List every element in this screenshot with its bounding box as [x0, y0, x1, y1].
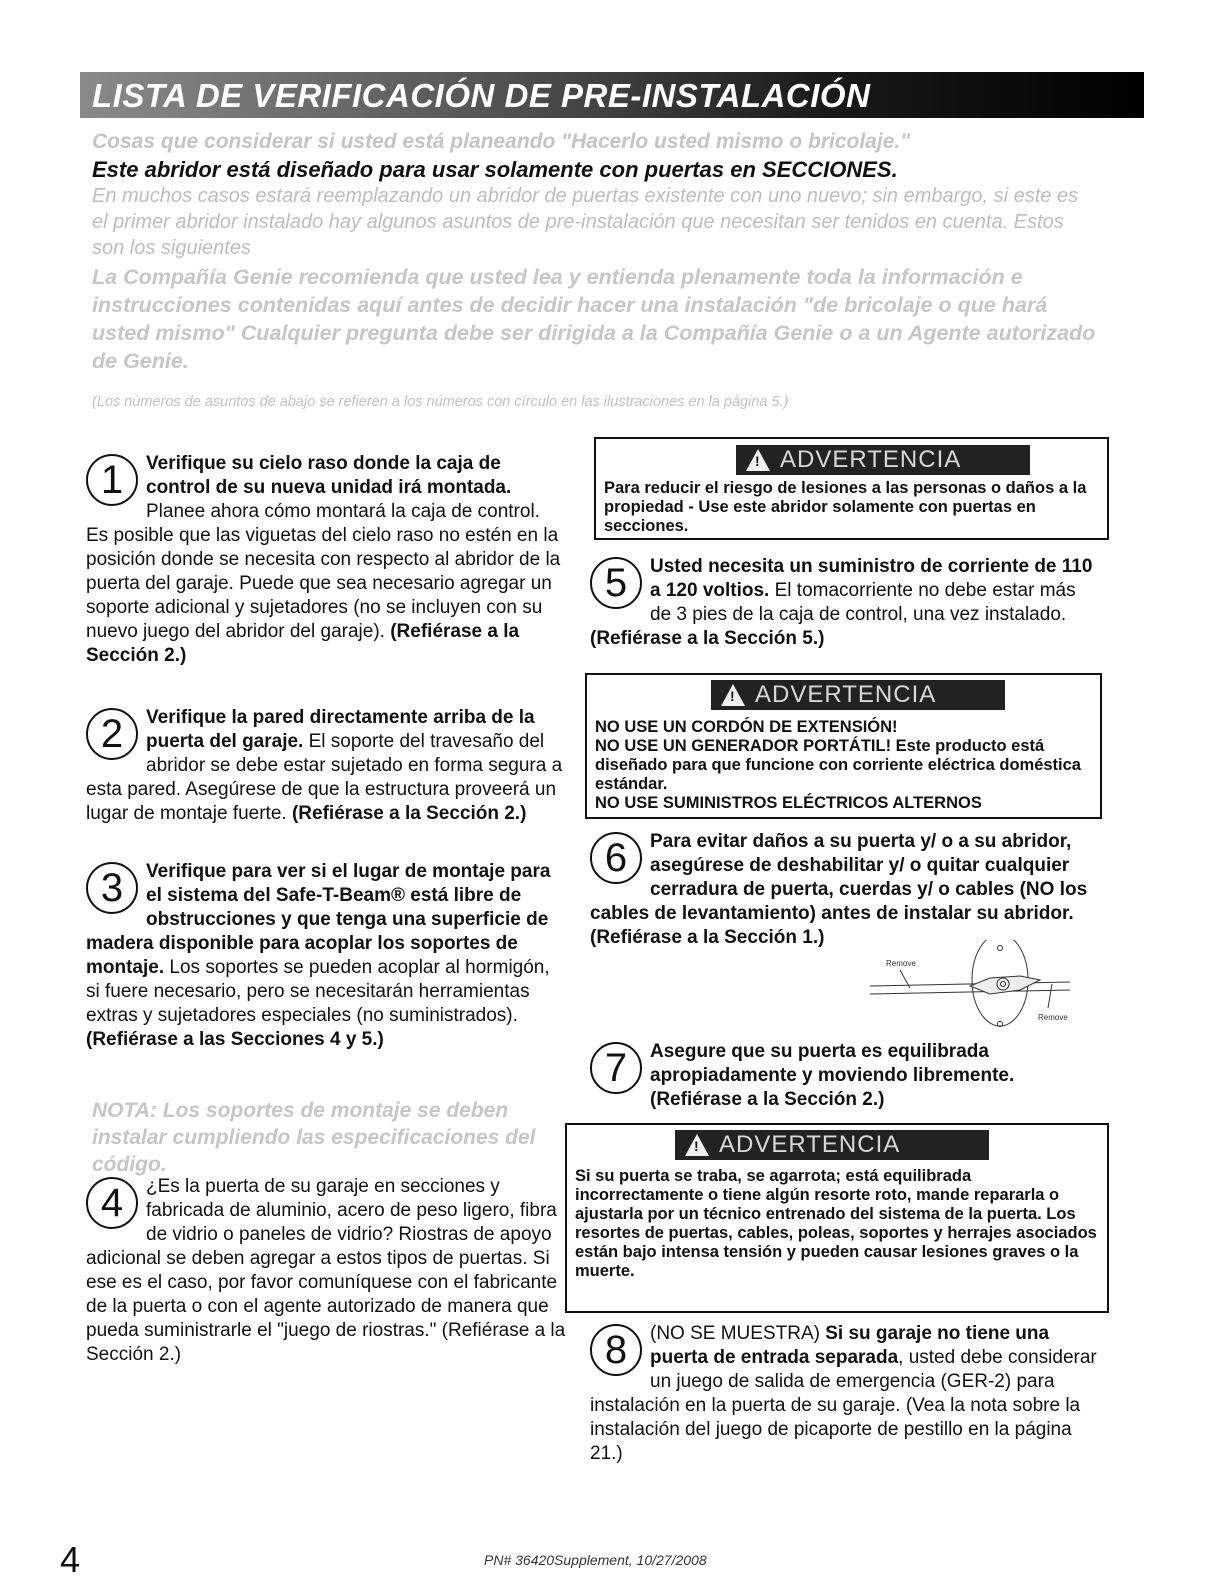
- number-circle: 3: [86, 862, 138, 914]
- item-text: Los soportes se pueden acoplar al hormigón, si fuere necesario, pero se necesitarán herramientas extras y sujetadores especiales (no suministrados).: [86, 957, 550, 1026]
- checklist-item-1: [86, 452, 566, 668]
- item-text: Planee ahora cómo montará la caja de control. Es posible que las viguetas del cielo raso no estén en la posición donde se necesita con respecto al abridor de la puerta del garaje. Puede que sea necesario agregar un soporte adicional y sujetadores (no se incluyen con su nuevo juego del abridor del garaje).: [86, 501, 561, 642]
- number-circle: 7: [590, 1042, 642, 1094]
- item-prefix: (NO SE MUESTRA): [650, 1323, 826, 1344]
- checklist-item-5: [590, 555, 1100, 651]
- diagram-label-remove-left: Remove: [886, 959, 916, 968]
- intro-note: (Los números de asuntos de abajo se refieren a los números con círculo en las ilustraciones en la página 5.): [92, 394, 789, 410]
- warning-triangle-icon: !: [746, 449, 770, 471]
- warning-line: NO USE SUMINISTROS ELÉCTRICOS ALTERNOS: [595, 794, 982, 812]
- item-reference: (Refiérase a la Sección 1.): [590, 927, 825, 948]
- number-circle: 6: [590, 832, 642, 884]
- lock-removal-diagram: [870, 940, 1070, 1032]
- checklist-item-3: [86, 860, 566, 1052]
- intro-subtitle: Cosas que considerar si usted está planeando "Hacerlo usted mismo o bricolaje.": [92, 130, 911, 153]
- number-circle: 2: [86, 708, 138, 760]
- warning-box-2: [585, 673, 1102, 819]
- checklist-item-4: [86, 1175, 566, 1367]
- item-reference: (Refiérase a la Sección 2.): [291, 803, 527, 824]
- warning-text: Para reducir el riesgo de lesiones a las personas o daños a la propiedad - Use este abridor solamente con puertas en secciones.: [604, 479, 1087, 535]
- intro-paragraph: En muchos casos estará reemplazando un abridor de puertas existente con uno nuevo; sin embargo, si este es el primer abridor instalado hay algunos asuntos de pre-instalación que necesitan ser tenidos en cuenta. Estos son los siguientes: [92, 185, 1079, 259]
- warning-text: Si su puerta se traba, se agarrota; está equilibrada incorrectamente o tiene algún resorte roto, mande repararla o ajustarla por un técnico entrenado del sistema de la puerta. Los resortes de puertas, cables, poleas, soportes y herrajes asociados están bajo intensa tensión y pueden causar lesiones graves o la muerte.: [575, 1167, 1097, 1280]
- checklist-item-7: [590, 1040, 1100, 1112]
- warning-line: NO USE UN GENERADOR PORTÁTIL! Este producto está diseñado para que funcione con corriente eléctrica doméstica estándar.: [595, 737, 1081, 793]
- warning-title: ADVERTENCIA: [755, 681, 937, 708]
- item-reference: (Refiérase a las Secciones 4 y 5.): [86, 1029, 384, 1050]
- item-heading: Para evitar daños a su puerta y/ o a su abridor, asegúrese de deshabilitar y/ o quitar cualquier cerradura de puerta, cuerdas y/ o cables (NO los cables de levantamiento) antes de instalar su abridor.: [590, 831, 1088, 924]
- code-note: NOTA: Los soportes de montaje se deben instalar cumpliendo las especificaciones del código.: [92, 1099, 536, 1176]
- diagram-label-remove-right: Remove: [1038, 1013, 1068, 1022]
- warning-line: NO USE UN CORDÓN DE EXTENSIÓN!: [595, 718, 898, 736]
- item-text: ¿Es la puerta de su garaje en secciones y fabricada de aluminio, acero de peso ligero, fibra de vidrio o paneles de vidrio? Riostras de apoyo adicional se deben agregar a estos tipos de puertas. Si ese es el caso, por favor comuníquese con el fabricante de la puerta o con el agente autorizado de manera que pueda suministrarle el "juego de riostras." (Refiérase a la Sección 2.): [86, 1176, 566, 1365]
- warning-triangle-icon: !: [685, 1134, 709, 1156]
- intro-warning-line: Este abridor está diseñado para usar solamente con puertas en SECCIONES.: [92, 157, 898, 182]
- warning-triangle-icon: !: [721, 684, 745, 706]
- number-circle: 1: [86, 454, 138, 506]
- warning-box-3: [565, 1123, 1109, 1313]
- item-reference: (Refiérase a la Sección 5.): [590, 628, 825, 649]
- warning-title: ADVERTENCIA: [719, 1131, 901, 1158]
- item-heading: Verifique su cielo raso donde la caja de control de su nueva unidad irá montada.: [146, 453, 512, 498]
- item-text: El soporte del travesaño del abridor se debe estar sujetado en forma segura a esta pared. Asegúrese de que la estructura proveerá un lugar de montaje fuerte.: [86, 731, 563, 824]
- warning-header: [675, 1130, 989, 1160]
- warning-title: ADVERTENCIA: [780, 446, 962, 473]
- number-circle: 5: [590, 557, 642, 609]
- warning-text: [595, 718, 1100, 813]
- item-reference: (Refiérase a la Sección 2.): [86, 621, 520, 666]
- item-heading: Verifique para ver si el lugar de montaje para el sistema del Safe-T-Beam® está libre de obstrucciones y que tenga una superficie de madera disponible para acoplar los soportes de montaje.: [86, 861, 551, 978]
- number-circle: 8: [590, 1324, 642, 1376]
- item-heading: Si su garaje no tiene una puerta de entrada separada: [650, 1323, 1050, 1368]
- warning-header: [711, 680, 1005, 710]
- warning-box-1: [594, 437, 1109, 540]
- page-number: 4: [60, 1539, 81, 1580]
- number-circle: 4: [86, 1177, 138, 1229]
- warning-header: [736, 445, 1030, 475]
- item-heading: Usted necesita un suministro de corriente de 110 a 120 voltios.: [650, 556, 1093, 601]
- checklist-item-8: [590, 1322, 1100, 1466]
- item-text: El tomacorriente no debe estar más de 3 pies de la caja de control, una vez instalado.: [650, 580, 1076, 625]
- checklist-item-2: [86, 706, 566, 826]
- part-number: PN# 36420Supplement, 10/27/2008: [484, 1552, 707, 1568]
- item-heading: Verifique la pared directamente arriba de la puerta del garaje.: [146, 707, 535, 752]
- item-heading: Asegure que su puerta es equilibrada apropiadamente y moviendo libremente. (Refiérase a la Sección 2.): [650, 1041, 1015, 1110]
- page-title: LISTA DE VERIFICACIÓN DE PRE-INSTALACIÓN: [92, 77, 871, 114]
- item-text: , usted debe considerar un juego de salida de emergencia (GER-2) para instalación en la puerta de su garaje. (Vea la nota sobre la instalación del juego de picaporte de pestillo en la página 21.): [590, 1347, 1097, 1464]
- intro-recommendation: La Compañía Genie recomienda que usted lea y entienda plenamente toda la información e instrucciones contenidas aquí antes de decidir hacer una instalación "de bricolaje o que hará usted mismo" Cualquier pregunta debe ser dirigida a la Compañía Genie o a un Agente autorizado de Genie.: [92, 265, 1096, 373]
- checklist-item-6: [590, 830, 1110, 950]
